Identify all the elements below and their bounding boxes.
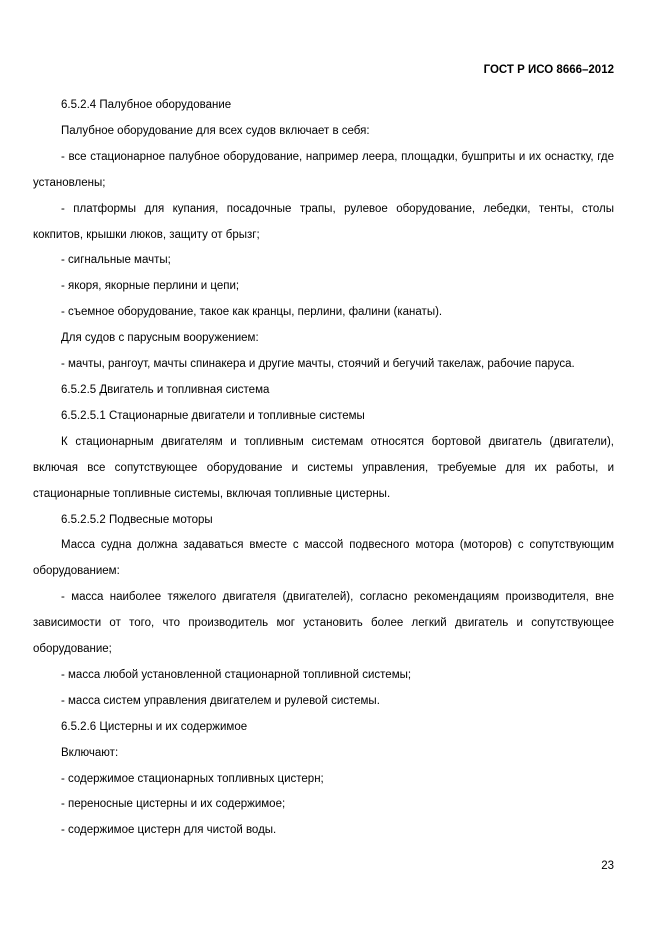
paragraph: Включают: xyxy=(61,746,119,759)
paragraph: Палубное оборудование для всех судов включает в себя: xyxy=(61,124,370,137)
paragraph: К стационарным двигателям и топливным системам относятся бортовой двигатель (двигатели), включая все сопутствующее оборудование и системы управления, требуемые для их работы, и стационарные топливные системы, включая топливные цистерны. xyxy=(33,435,614,500)
document-body xyxy=(33,93,614,844)
section-heading-6-5-2-4: 6.5.2.4 Палубное оборудование xyxy=(61,99,232,111)
section-heading-6-5-2-5-1: 6.5.2.5.1 Стационарные двигатели и топливные системы xyxy=(61,409,365,422)
list-item: - содержимое цистерн для чистой воды. xyxy=(61,824,277,837)
list-item: - масса наиболее тяжелого двигателя (двигателей), согласно рекомендациям производителя, вне зависимости от того, что производитель мог установить более легкий двигатель и сопутствующее оборудование; xyxy=(33,591,614,656)
section-heading-6-5-2-6: 6.5.2.6 Цистерны и их содержимое xyxy=(61,720,248,733)
list-item: - все стационарное палубное оборудование, например леера, площадки, бушприты и их оснастку, где установлены; xyxy=(33,150,614,189)
paragraph: Для судов с парусным вооружением: xyxy=(61,332,259,345)
section-heading-6-5-2-5: 6.5.2.5 Двигатель и топливная система xyxy=(61,383,270,396)
list-item: - масса систем управления двигателем и рулевой системы. xyxy=(61,694,380,707)
paragraph: Масса судна должна задаваться вместе с массой подвесного мотора (моторов) с сопутствующим оборудованием: xyxy=(33,539,614,578)
list-item: - платформы для купания, посадочные трапы, рулевое оборудование, лебедки, тенты, столы кокпитов, крышки люков, защиту от брызг; xyxy=(33,202,614,241)
document-header: ГОСТ Р ИСО 8666–2012 xyxy=(483,64,614,76)
section-heading-6-5-2-5-2: 6.5.2.5.2 Подвесные моторы xyxy=(61,513,213,526)
list-item: - сигнальные мачты; xyxy=(61,254,171,267)
list-item: - масса любой установленной стационарной топливной системы; xyxy=(61,668,412,681)
page-number: 23 xyxy=(601,860,614,872)
list-item: - съемное оборудование, такое как кранцы, перлини, фалини (канаты). xyxy=(61,306,443,319)
list-item: - переносные цистерны и их содержимое; xyxy=(61,798,286,811)
list-item: - содержимое стационарных топливных цистерн; xyxy=(61,772,324,785)
list-item: - мачты, рангоут, мачты спинакера и другие мачты, стоячий и бегучий такелаж, рабочие паруса. xyxy=(61,358,575,371)
list-item: - якоря, якорные перлини и цепи; xyxy=(61,280,240,293)
